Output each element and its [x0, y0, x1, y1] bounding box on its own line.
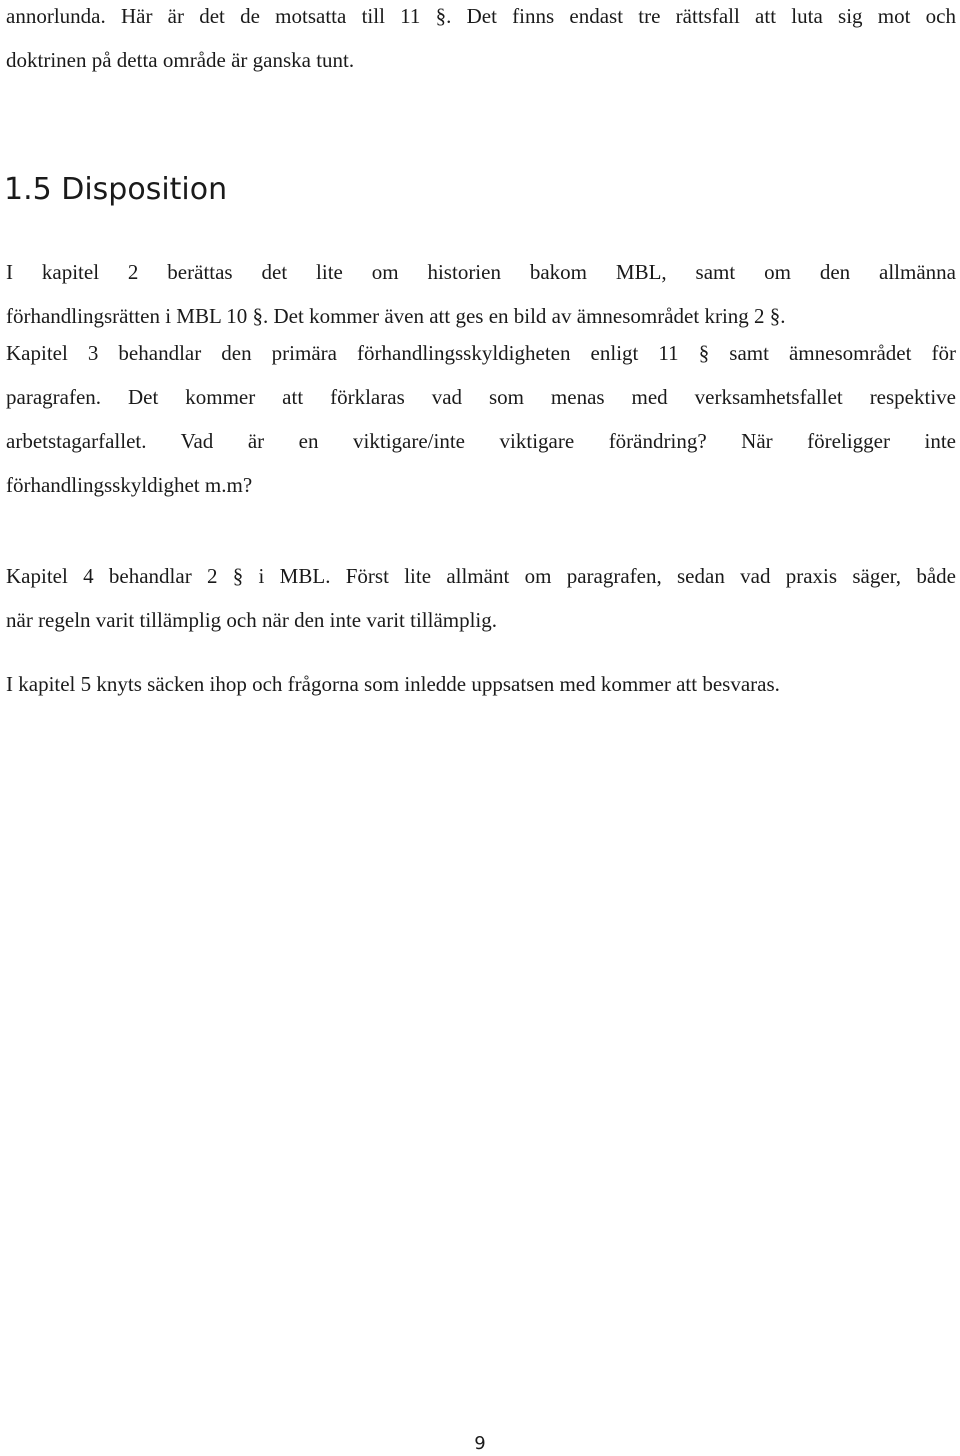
paragraph-line: Kapitel 3 behandlar den primära förhandlingsskyldigheten enligt 11 § samt ämnesområdet för [6, 341, 956, 365]
paragraph-line: I kapitel 5 knyts säcken ihop och frågorna som inledde uppsatsen med kommer att besvaras. [6, 672, 780, 696]
paragraph-chapter-3 [6, 331, 956, 507]
paragraph-line: när regeln varit tillämplig och när den inte varit tillämplig. [6, 608, 498, 632]
page-number: 9 [474, 1433, 486, 1454]
paragraph-line: Kapitel 4 behandlar 2 § i MBL. Först lite allmänt om paragrafen, sedan vad praxis säger, både [6, 564, 956, 588]
paragraph-line: förhandlingsskyldighet m.m? [6, 473, 253, 497]
paragraph-chapter-5 [6, 662, 956, 706]
intro-line-2: doktrinen på detta område är ganska tunt. [6, 48, 355, 72]
paragraph-chapter-2 [6, 250, 956, 338]
paragraph-line: paragrafen. Det kommer att förklaras vad som menas med verksamhetsfallet respektive [6, 385, 956, 409]
paragraph-line: förhandlingsrätten i MBL 10 §. Det kommer även att ges en bild av ämnesområdet kring 2 §. [6, 304, 786, 328]
paragraph-line: arbetstagarfallet. Vad är en viktigare/inte viktigare förändring? När föreligger inte [6, 429, 956, 453]
intro-line-1: annorlunda. Här är det de motsatta till 11 §. Det finns endast tre rättsfall att luta sig mot och [6, 4, 956, 28]
paragraph-line: I kapitel 2 berättas det lite om historien bakom MBL, samt om den allmänna [6, 260, 956, 284]
section-heading: 1.5 Disposition [4, 172, 228, 207]
paragraph-chapter-4 [6, 554, 956, 642]
intro-paragraph [6, 0, 956, 82]
